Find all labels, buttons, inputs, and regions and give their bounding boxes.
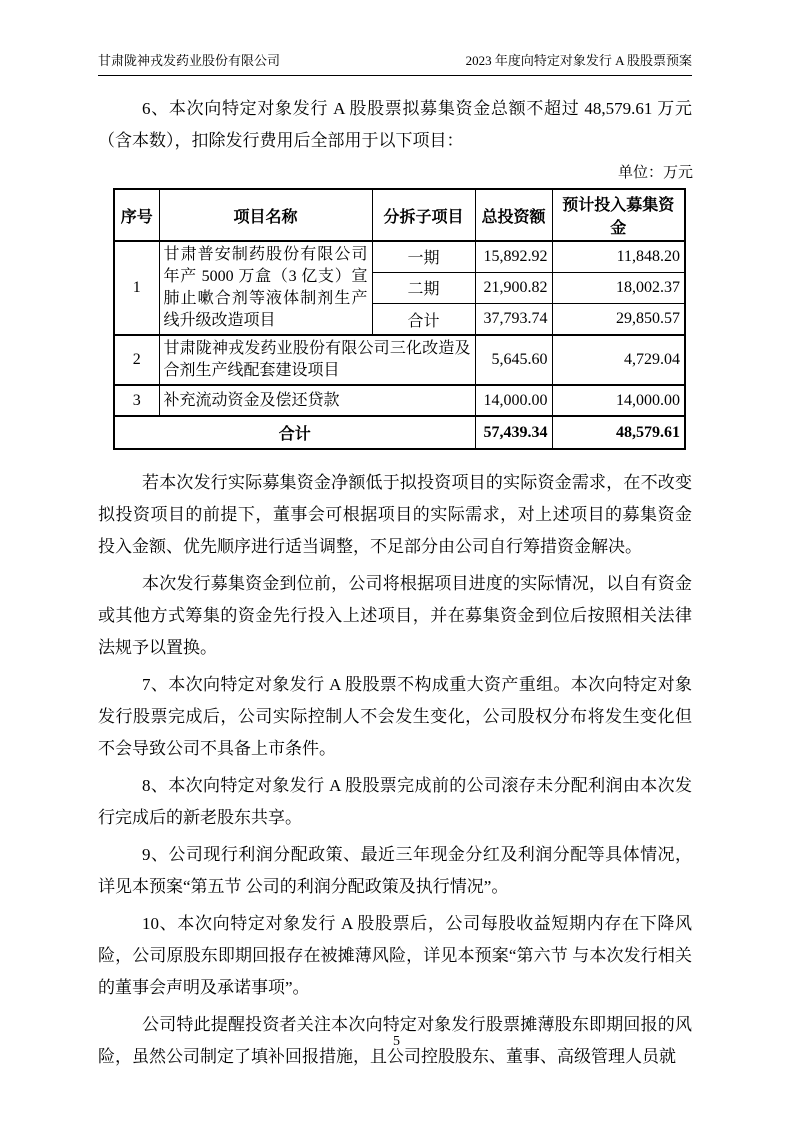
page-header (98, 52, 692, 76)
paragraph-10-dilution-risk: 10、本次向特定对象发行 A 股股票后，公司每股收益短期内存在下降风险，公司原股东即期回报存在被摊薄风险，详见本预案“第六节 与本次发行相关的董事会声明及承诺事项”。 (98, 914, 692, 997)
project3-seq: 3 (114, 385, 159, 416)
paragraph-advance-investment: 本次发行募集资金到位前，公司将根据项目进度的实际情况，以自有资金或其他方式筹集的资金先行投入上述项目，并在募集资金到位后按照相关法律法规予以置换。 (98, 574, 692, 657)
header-doc-title: 2023 年度向特定对象发行 A 股股票预案 (465, 53, 692, 68)
project3-name: 补充流动资金及偿还贷款 (159, 385, 475, 416)
project2-name: 甘肃陇神戎发药业股份有限公司三化改造及合剂生产线配套建设项目 (159, 335, 475, 385)
project1-phase2-total: 21,900.82 (475, 272, 552, 303)
project1-subtotal-raised: 29,850.57 (552, 304, 685, 335)
paragraph-7-no-major-restructuring: 7、本次向特定对象发行 A 股股票不构成重大资产重组。本次向特定对象发行股票完成后，公司实际控制人不会发生变化，公司股权分布将发生变化但不会导致公司不具备上市条件。 (98, 675, 692, 758)
project1-phase2-label: 二期 (372, 272, 475, 303)
page-body (98, 93, 692, 1073)
table-header-row (114, 189, 685, 241)
column-header-raised-funds: 预计投入募集资金 (552, 189, 685, 241)
project3-total: 14,000.00 (475, 385, 552, 416)
paragraph-8-retained-profit: 8、本次向特定对象发行 A 股股票完成前的公司滚存未分配利润由本次发行完成后的新老股东共享。 (98, 776, 692, 827)
paragraph-investor-reminder: 公司特此提醒投资者关注本次向特定对象发行股票摊薄股东即期回报的风险，虽然公司制定了填补回报措施，且公司控股股东、董事、高级管理人员就 (98, 1015, 692, 1066)
table-unit-label: 单位：万元 (617, 165, 693, 181)
table-row-project2 (114, 335, 685, 385)
project3-raised: 14,000.00 (552, 385, 685, 416)
column-header-seq: 序号 (114, 189, 159, 241)
paragraph-6-fund-total: 6、本次向特定对象发行 A 股股票拟募集资金总额不超过 48,579.61 万元（含本数），扣除发行费用后全部用于以下项目： (98, 99, 692, 150)
project1-name: 甘肃普安制药股份有限公司年产 5000 万盒（3 亿支）宣肺止嗽合剂等液体制剂生产线升级改造项目 (159, 241, 372, 335)
project1-subtotal-total: 37,793.74 (475, 304, 552, 335)
paragraph-adjustment-policy: 若本次发行实际募集资金净额低于拟投资项目的实际资金需求，在不改变拟投资项目的前提下，董事会可根据项目的实际需求，对上述项目的募集资金投入金额、优先顺序进行适当调整，不足部分由公司自行筹措资金解决。 (98, 473, 692, 556)
project2-seq: 2 (114, 335, 159, 385)
project1-phase1-label: 一期 (372, 241, 475, 272)
paragraph-9-dividend-policy: 9、公司现行利润分配政策、最近三年现金分红及利润分配等具体情况，详见本预案“第五节 公司的利润分配政策及执行情况”。 (98, 845, 692, 896)
fundraising-projects-table (113, 188, 686, 450)
table-row-project1-phase1 (114, 241, 685, 272)
project1-seq: 1 (114, 241, 159, 335)
column-header-project-name: 项目名称 (159, 189, 372, 241)
column-header-subproject: 分拆子项目 (372, 189, 475, 241)
project1-phase2-raised: 18,002.37 (552, 272, 685, 303)
table-row-project3 (114, 385, 685, 416)
project1-subtotal-label: 合计 (372, 304, 475, 335)
project2-raised: 4,729.04 (552, 335, 685, 385)
table-row-grand-total (114, 416, 685, 449)
column-header-total-investment: 总投资额 (475, 189, 552, 241)
grand-total-investment: 57,439.34 (475, 416, 552, 449)
page-number: 5 (393, 1034, 400, 1049)
project1-phase1-raised: 11,848.20 (552, 241, 685, 272)
project2-total: 5,645.60 (475, 335, 552, 385)
project1-phase1-total: 15,892.92 (475, 241, 552, 272)
header-company-name: 甘肃陇神戎发药业股份有限公司 (98, 53, 281, 68)
grand-total-raised: 48,579.61 (552, 416, 685, 449)
grand-total-label: 合计 (114, 416, 475, 449)
